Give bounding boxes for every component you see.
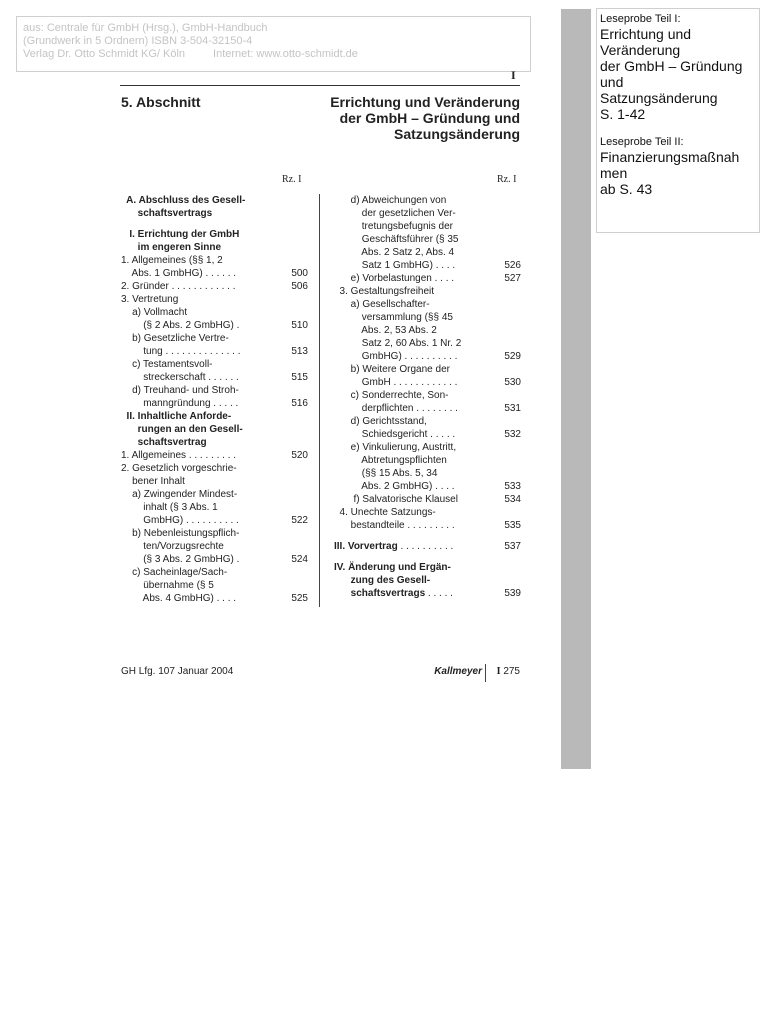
section-title	[290, 94, 520, 142]
footer-page-num: 275	[503, 666, 520, 677]
sample-info-box	[596, 8, 760, 233]
toc-entry-margin-number: 535	[504, 520, 521, 531]
toc-entry-text: Geschäftsführer (§ 35	[334, 234, 459, 245]
toc-entry-margin-number: 500	[291, 268, 308, 279]
toc-entry	[121, 306, 308, 319]
toc-entry	[121, 267, 308, 280]
toc-entry-margin-number: 510	[291, 320, 308, 331]
toc-entry-text: manngründung . . . . .	[121, 398, 239, 409]
toc-entry	[334, 311, 521, 324]
toc-entry-margin-number: 524	[291, 554, 308, 565]
toc-entry	[121, 488, 308, 501]
toc-entry-text: d) Abweichungen von	[334, 195, 447, 206]
toc-entry	[334, 441, 521, 454]
header-roman-numeral: I	[511, 68, 516, 82]
toc-entry	[121, 319, 308, 332]
toc-entry	[334, 194, 521, 207]
toc-entry-text: III. Vorvertrag . . . . . . . . . .	[334, 541, 454, 552]
toc-entry-text: II. Inhaltliche Anforde-	[121, 411, 232, 422]
toc-entry-margin-number: 515	[291, 372, 308, 383]
toc-entry-text: c) Sacheinlage/Sach-	[121, 567, 228, 578]
toc-entry-text: Satz 2, 60 Abs. 1 Nr. 2	[334, 338, 462, 349]
toc-entry-text: f) Salvatorische Klausel	[334, 494, 458, 505]
toc-entry-text: Satz 1 GmbHG) . . . .	[334, 260, 456, 271]
footer-divider	[485, 664, 486, 682]
section-title-line: Errichtung und Veränderung	[330, 94, 520, 110]
toc-entry-text: (§§ 15 Abs. 5, 34	[334, 468, 438, 479]
toc-entry	[334, 454, 521, 467]
toc-entry-text: inhalt (§ 3 Abs. 1	[121, 502, 218, 513]
toc-entry	[334, 467, 521, 480]
toc-entry-margin-number: 539	[504, 588, 521, 599]
toc-entry-text: A. Abschluss des Gesell-	[121, 195, 246, 206]
sample-part1-label: Leseprobe Teil I:	[600, 13, 681, 25]
toc-entry-margin-number: 522	[291, 515, 308, 526]
sample-part1-title: Errichtung und Veränderung der GmbH – Gründung und Satzungsänderung S. 1-42	[600, 26, 743, 122]
toc-entry	[334, 402, 521, 415]
toc-entry-text: Abs. 2 Satz 2, Abs. 4	[334, 247, 455, 258]
toc-entry-text: versammlung (§§ 45	[334, 312, 453, 323]
toc-entry-text: a) Vollmacht	[121, 307, 188, 318]
toc-entry-text: 2. Gründer . . . . . . . . . . . .	[121, 281, 236, 292]
toc-entry-text: c) Sonderrechte, Son-	[334, 390, 449, 401]
toc-entry-text: d) Treuhand- und Stroh-	[121, 385, 239, 396]
toc-entry	[121, 449, 308, 462]
toc-entry	[121, 241, 308, 254]
toc-entry-margin-number: 506	[291, 281, 308, 292]
toc-entry-text: a) Gesellschafter-	[334, 299, 430, 310]
toc-entry	[121, 280, 308, 293]
toc-entry	[334, 363, 521, 376]
toc-left-column	[121, 194, 308, 605]
toc-entry	[121, 194, 308, 207]
toc-entry-text: Abs. 4 GmbHG) . . . .	[121, 593, 237, 604]
column-divider	[319, 194, 320, 607]
toc-entry	[334, 285, 521, 298]
toc-entry-text: streckerschaft . . . . . .	[121, 372, 239, 383]
toc-entry-text: Schiedsgericht . . . . .	[334, 429, 456, 440]
source-website: Internet: www.otto-schmidt.de	[213, 48, 358, 60]
toc-entry-text: Abs. 2, 53 Abs. 2	[334, 325, 437, 336]
toc-entry-text: IV. Änderung und Ergän-	[334, 562, 451, 573]
toc-entry-margin-number: 529	[504, 351, 521, 362]
sample-part2-label: Leseprobe Teil II:	[600, 136, 684, 148]
toc-entry	[334, 350, 521, 363]
toc-right-column	[334, 194, 521, 600]
toc-entry	[334, 272, 521, 285]
toc-entry-text: (§ 3 Abs. 2 GmbHG) .	[121, 554, 240, 565]
toc-entry	[121, 384, 308, 397]
footer-publisher: Kallmeyer	[434, 666, 482, 677]
toc-entry-text: b) Nebenleistungspflich-	[121, 528, 240, 539]
toc-entry-text: derpflichten . . . . . . . .	[334, 403, 458, 414]
toc-entry	[121, 423, 308, 436]
source-publisher: Verlag Dr. Otto Schmidt KG/ Köln	[23, 48, 186, 60]
toc-entry	[121, 345, 308, 358]
toc-entry-text: 3. Vertretung	[121, 294, 179, 305]
footer-edition: GH Lfg. 107 Januar 2004	[121, 666, 234, 677]
toc-entry	[121, 371, 308, 384]
toc-entry-text: (§ 2 Abs. 2 GmbHG) .	[121, 320, 240, 331]
toc-entry-text: rungen an den Gesell-	[121, 424, 243, 435]
toc-entry-text: schaftsvertrags	[121, 208, 213, 219]
sample-part2-title: Finanzierungsmaßnah men ab S. 43	[600, 149, 740, 197]
toc-entry-text: im engeren Sinne	[121, 242, 222, 253]
toc-entry	[334, 561, 521, 574]
toc-entry-margin-number: 537	[504, 541, 521, 552]
footer-page-roman: I	[496, 666, 501, 677]
toc-entry-text: Abs. 2 GmbHG) . . . .	[334, 481, 455, 492]
section-title-line: Satzungsänderung	[393, 126, 520, 142]
toc-entry-text: bener Inhalt	[121, 476, 185, 487]
toc-entry	[121, 514, 308, 527]
toc-entry	[334, 428, 521, 441]
toc-entry	[334, 246, 521, 259]
toc-entry-leader: . . . . .	[425, 588, 453, 599]
toc-entry	[121, 501, 308, 514]
toc-entry	[121, 540, 308, 553]
toc-entry-text: ten/Vorzugsrechte	[121, 541, 224, 552]
toc-entry	[121, 527, 308, 540]
toc-entry-text: 1. Allgemeines (§§ 1, 2	[121, 255, 223, 266]
toc-entry-text: a) Zwingender Mindest-	[121, 489, 238, 500]
toc-entry	[334, 376, 521, 389]
toc-entry-text: GmbH . . . . . . . . . . . .	[334, 377, 458, 388]
toc-entry-text: Abs. 1 GmbHG) . . . . . .	[121, 268, 237, 279]
toc-entry-text: tung . . . . . . . . . . . . . .	[121, 346, 241, 357]
toc-entry-text: bestandteile . . . . . . . . .	[334, 520, 455, 531]
toc-entry	[121, 592, 308, 605]
toc-entry-text: 1. Allgemeines . . . . . . . . .	[121, 450, 237, 461]
source-line-2: (Grundwerk in 5 Ordnern) ISBN 3-504-32150-4	[23, 35, 253, 47]
toc-entry-margin-number: 525	[291, 593, 308, 604]
source-line-1: aus: Centrale für GmbH (Hrsg.), GmbH-Handbuch	[23, 22, 268, 34]
header-rule	[120, 85, 520, 86]
toc-entry-margin-number: 520	[291, 450, 308, 461]
toc-entry-text: GmbHG) . . . . . . . . . .	[334, 351, 458, 362]
rz-label-left: Rz. I	[282, 174, 302, 185]
toc-entry-margin-number: 527	[504, 273, 521, 284]
toc-entry-text: c) Testamentsvoll-	[121, 359, 213, 370]
footer-page-number	[497, 666, 520, 677]
toc-entry-text: b) Weitere Organe der	[334, 364, 450, 375]
section-number: 5. Abschnitt	[121, 94, 201, 110]
toc-entry-text: der gesetzlichen Ver-	[334, 208, 456, 219]
toc-entry	[121, 332, 308, 345]
toc-entry-margin-number: 513	[291, 346, 308, 357]
toc-entry	[334, 480, 521, 493]
toc-entry	[334, 519, 521, 532]
toc-entry	[334, 324, 521, 337]
toc-entry-text: e) Vorbelastungen . . . .	[334, 273, 455, 284]
toc-entry-text: Abtretungspflichten	[334, 455, 447, 466]
gray-margin-bar	[561, 9, 591, 769]
source-citation-box	[16, 16, 531, 72]
toc-entry-leader: . . . . . . . . . .	[397, 541, 454, 552]
toc-entry-margin-number: 532	[504, 429, 521, 440]
footer-page-info	[420, 664, 520, 682]
toc-entry	[334, 207, 521, 220]
toc-entry	[334, 574, 521, 587]
toc-entry	[334, 233, 521, 246]
toc-entry	[121, 293, 308, 306]
toc-entry-margin-number: 534	[504, 494, 521, 505]
toc-entry-margin-number: 531	[504, 403, 521, 414]
rz-label-right: Rz. I	[497, 174, 517, 185]
toc-entry	[334, 540, 521, 553]
toc-entry	[334, 493, 521, 506]
toc-entry-margin-number: 533	[504, 481, 521, 492]
toc-entry-margin-number: 530	[504, 377, 521, 388]
toc-entry	[334, 389, 521, 402]
toc-entry	[334, 337, 521, 350]
toc-entry	[121, 254, 308, 267]
toc-entry	[334, 415, 521, 428]
toc-entry	[121, 579, 308, 592]
toc-entry	[334, 220, 521, 233]
toc-entry-margin-number: 526	[504, 260, 521, 271]
toc-entry-text: übernahme (§ 5	[121, 580, 214, 591]
toc-entry	[334, 587, 521, 600]
toc-entry-margin-number: 516	[291, 398, 308, 409]
toc-entry-text: schaftsvertrag	[121, 437, 207, 448]
toc-entry-text: 2. Gesetzlich vorgeschrie-	[121, 463, 237, 474]
toc-entry-text: zung des Gesell-	[334, 575, 431, 586]
toc-entry	[334, 506, 521, 519]
toc-entry	[121, 566, 308, 579]
source-line-3	[23, 48, 524, 61]
toc-entry	[121, 228, 308, 241]
toc-entry	[121, 397, 308, 410]
toc-entry-text: 3. Gestaltungsfreiheit	[334, 286, 435, 297]
toc-entry-text: I. Errichtung der GmbH	[121, 229, 240, 240]
toc-entry-text: e) Vinkulierung, Austritt,	[334, 442, 457, 453]
toc-entry	[334, 298, 521, 311]
toc-entry-text: d) Gerichtsstand,	[334, 416, 427, 427]
toc-entry	[121, 462, 308, 475]
toc-entry	[334, 259, 521, 272]
toc-entry-text: schaftsvertrags . . . . .	[334, 588, 453, 599]
toc-entry	[121, 207, 308, 220]
toc-entry-text: GmbHG) . . . . . . . . . .	[121, 515, 239, 526]
toc-entry	[121, 553, 308, 566]
toc-entry	[121, 358, 308, 371]
toc-entry	[121, 410, 308, 423]
toc-entry	[121, 475, 308, 488]
toc-entry-text: tretungsbefugnis der	[334, 221, 453, 232]
toc-entry-text: b) Gesetzliche Vertre-	[121, 333, 229, 344]
section-title-line: der GmbH – Gründung und	[339, 110, 520, 126]
toc-entry	[121, 436, 308, 449]
toc-entry-text: 4. Unechte Satzungs-	[334, 507, 436, 518]
